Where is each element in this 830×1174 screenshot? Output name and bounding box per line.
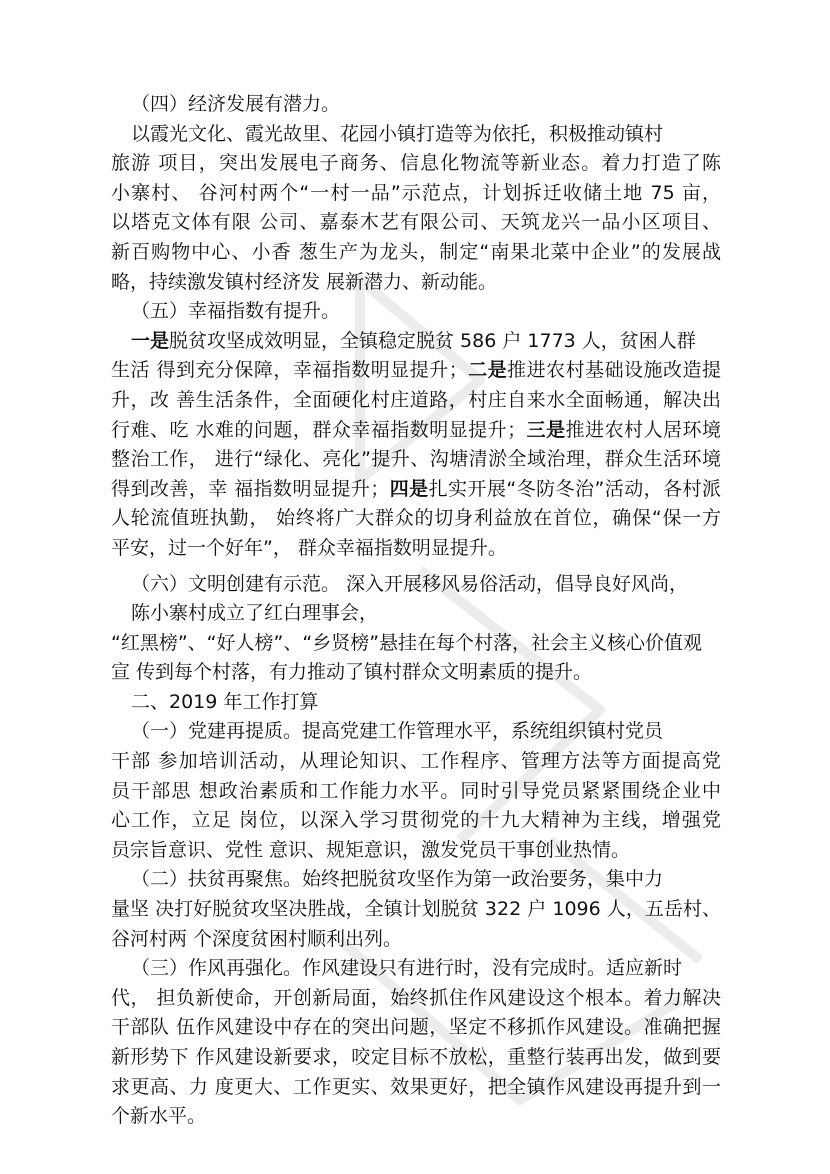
plan-2-line: （二）扶贫再聚焦。始终把脱贫攻坚作为第一政治要务，集中力: [131, 868, 664, 891]
document-body: [111, 90, 721, 1132]
plan-3-line: 代， 担负新使命，开创新局面，始终抓住作风建设这个根本。着力解决: [111, 986, 721, 1009]
section-5-line: 人轮流值班执勤， 始终将广大群众的切身利益放在首位，确保“保一方: [111, 507, 721, 530]
section-6-line: （六）文明创建有示范。 深入开展移风易俗活动，倡导良好风尚，: [131, 572, 689, 595]
plan-1-line: 干部 参加培训活动，从理论知识、工作程序、管理方法等方面提高党: [111, 750, 721, 773]
section-5-line: 得到改善，幸 福指数明显提升；四是扎实开展“冬防冬治”活动，各村派: [111, 477, 721, 500]
section-4-line: 新百购物中心、小香 葱生产为龙头，制定“南果北菜中企业”的发展战: [111, 240, 721, 263]
plan-3-line: 新形势下 作风建设新要求，咬定目标不放松，重整行装再出发，做到要: [111, 1046, 721, 1068]
section-4-heading: （四）经济发展有潜力。: [131, 93, 341, 115]
ordinal-marker: 一是: [131, 329, 170, 352]
ordinal-marker: 三是: [526, 418, 566, 441]
section-4-line: 以霞光文化、霞光故里、花园小镇打造等为依托，积极推动镇村: [131, 122, 664, 145]
section-4-line: 以塔克文体有限 公司、嘉泰木艺有限公司、天筑龙兴一品小区项目、: [111, 211, 721, 234]
ordinal-marker: 四是: [389, 477, 429, 500]
plan-2-line: 量坚 决打好脱贫攻坚决胜战，全镇计划脱贫 322 户 1096 人，五岳村、: [111, 898, 721, 921]
section-5-line: 平安，过一个好年”， 群众幸福指数明显提升。: [111, 536, 507, 559]
section-6-line: “红黑榜”、“好人榜”、“乡贤榜”悬挂在每个村落，社会主义核心价值观: [111, 631, 703, 654]
section-4-line: 旅游 项目，突出发展电子商务、信息化物流等新业态。着力打造了陈: [111, 152, 721, 175]
section-6-line: 陈小寨村成立了红白理事会，: [131, 602, 379, 625]
plan-1-line: （一）党建再提质。提高党建工作管理水平，系统组织镇村党员: [131, 720, 664, 743]
section-5-line: 整治工作， 进行“绿化、亮化”提升、沟塘清淤全域治理，群众生活环境: [111, 448, 721, 471]
plan-heading: 二、2019 年工作打算: [131, 690, 319, 713]
section-5-line: 行难、吃 水难的问题，群众幸福指数明显提升；三是推进农村人居环境: [111, 418, 721, 441]
section-5-line: 一是脱贫攻坚成效明显，全镇稳定脱贫 586 户 1773 人，贫困人群: [131, 329, 696, 352]
section-4-line: 略，持续激发镇村经济发 展新潜力、新动能。: [111, 270, 498, 293]
section-5-line: 升，改 善生活条件，全面硬化村庄道路，村庄自来水全面畅通，解决出: [111, 388, 721, 411]
ordinal-marker: 二是: [467, 359, 508, 382]
plan-2-line: 谷河村两 个深度贫困村顺利出列。: [111, 927, 403, 950]
plan-3-line: 个新水平。: [111, 1105, 207, 1128]
section-5-heading: （五）幸福指数有提升。: [131, 300, 341, 323]
section-5-line: 生活 得到充分保障，幸福指数明显提升；二是推进农村基础设施改造提: [111, 359, 721, 382]
section-4-line: 小寨村、 谷河村两个“一村一品”示范点，计划拆迁收储土地 75 亩，: [111, 181, 721, 204]
plan-1-line: 员干部思 想政治素质和工作能力水平。同时引导党员紧紧围绕企业中: [111, 779, 721, 802]
section-6-line: 宣 传到每个村落，有力推动了镇村群众文明素质的提升。: [111, 661, 593, 684]
plan-3-line: 求更高、力 度更大、工作更实、效果更好，把全镇作风建设再提升到一: [111, 1075, 721, 1098]
plan-1-line: 心工作，立足 岗位，以深入学习贯彻党的十九大精神为主线，增强党: [111, 809, 721, 832]
plan-3-line: （三）作风再强化。作风建设只有进行时，没有完成时。适应新时: [131, 957, 683, 980]
plan-1-line: 员宗旨意识、党性 意识、规矩意识，激发党员干事创业热情。: [111, 838, 631, 861]
plan-3-line: 干部队 伍作风建设中存在的突出问题，坚定不移抓作风建设。准确把握: [111, 1016, 721, 1039]
